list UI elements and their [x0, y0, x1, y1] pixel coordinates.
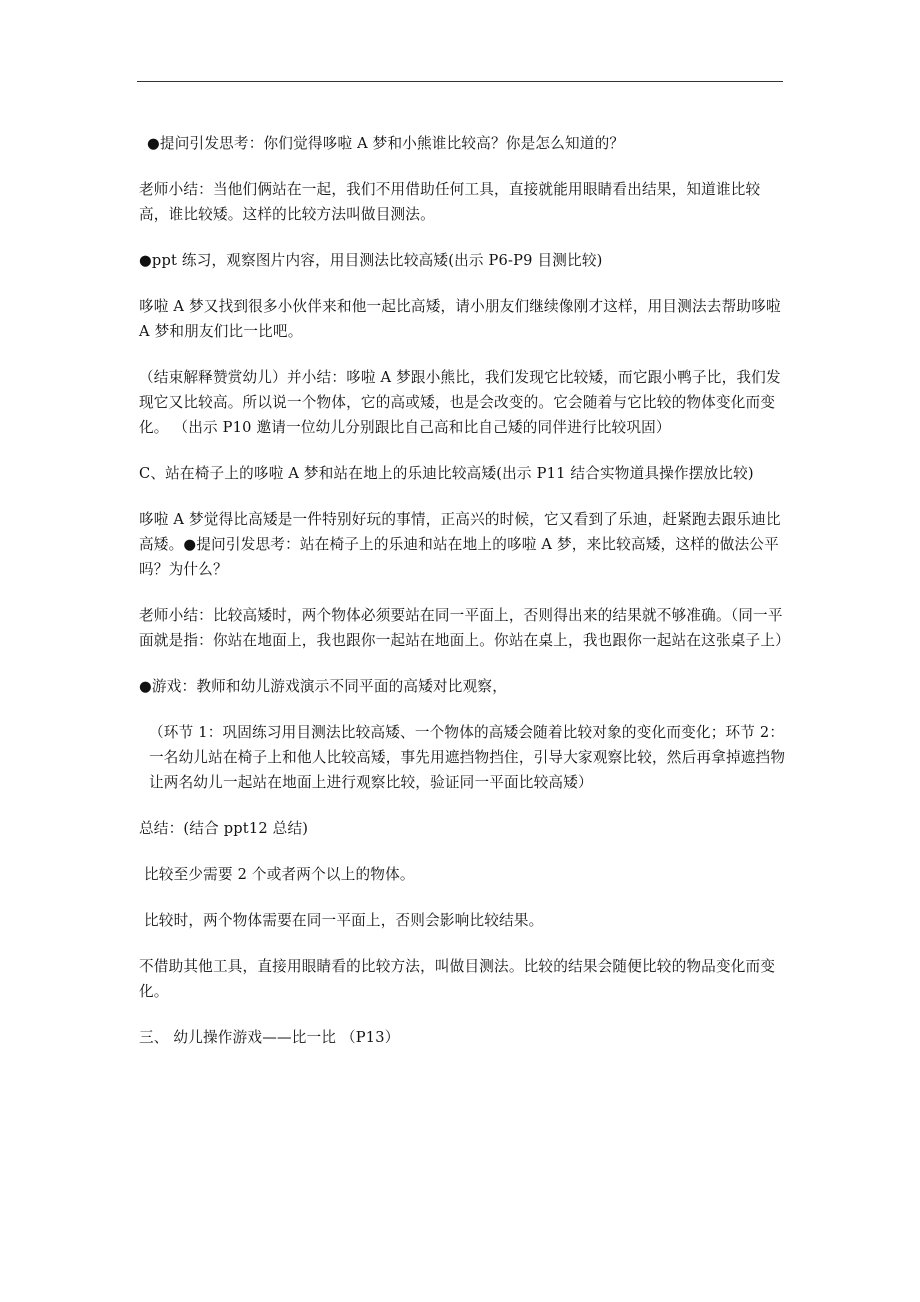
- paragraph-teacher-summary-1: 老师小结：当他们俩站在一起，我们不用借助任何工具，直接就能用眼睛看出结果，知道谁比较高，谁比较矮。这样的比较方法叫做目测法。: [139, 181, 761, 223]
- paragraph-game: ●游戏：教师和幼儿游戏演示不同平面的高矮对比观察，: [139, 678, 507, 695]
- paragraph-question-1: ●提问引发思考：你们觉得哆啦 A 梦和小熊谁比较高？你是怎么知道的？: [147, 135, 625, 152]
- paragraph-doraemon-friends: 哆啦 A 梦又找到很多小伙伴来和他一起比高矮，请小朋友们继续像刚才这样，用目测法去帮助哆啦 A 梦和朋友们比一比吧。: [139, 298, 781, 340]
- document-body: [139, 131, 790, 1071]
- paragraph-conclusion-title: 总结：(结合 ppt12 总结): [139, 820, 309, 837]
- paragraph-conclusion-3: 不借助其他工具，直接用眼睛看的比较方法，叫做目测法。比较的结果会随便比较的物品变化而变化。: [139, 958, 776, 1000]
- header-rule: [137, 81, 783, 82]
- paragraph-section-three: 三、 幼儿操作游戏——比一比 （P13）: [139, 1029, 400, 1046]
- paragraph-conclusion-1: 比较至少需要 2 个或者两个以上的物体。: [144, 866, 415, 883]
- paragraph-doraemon-ledi: 哆啦 A 梦觉得比高矮是一件特别好玩的事情，正高兴的时候，它又看到了乐迪，赶紧跑去跟乐迪比高矮。●提问引发思考：站在椅子上的乐迪和站在地上的哆啦 A 梦，来比较高矮，这样的做法公平吗？为什么？: [139, 511, 781, 578]
- paragraph-ppt-practice: ●ppt 练习，观察图片内容，用目测法比较高矮(出示 P6-P9 目测比较): [139, 252, 603, 269]
- paragraph-conclusion-2: 比较时，两个物体需要在同一平面上，否则会影响比较结果。: [144, 912, 544, 929]
- paragraph-teacher-summary-3: 老师小结：比较高矮时，两个物体必须要站在同一平面上，否则得出来的结果就不够准确。（同一平面就是指：你站在地面上，我也跟你一起站在地面上。你站在桌上，我也跟你一起站在这张桌子上）: [139, 607, 790, 649]
- paragraph-summary-2: （结束解释赞赏幼儿）并小结：哆啦 A 梦跟小熊比，我们发现它比较矮，而它跟小鸭子比，我们发现它又比较高。所以说一个物体，它的高或矮，也是会改变的。它会随着与它比较的物体变化而变化。 （出示 P10 邀请一位幼儿分别跟比自己高和比自己矮的同伴进行比较巩固）: [139, 369, 781, 436]
- paragraph-game-steps: （环节 1：巩固练习用目测法比较高矮、一个物体的高矮会随着比较对象的变化而变化；环节 2：一名幼儿站在椅子上和他人比较高矮，事先用遮挡物挡住，引导大家观察比较，然后再拿掉遮挡物让两名幼儿一起站在地面上进行观察比较，验证同一平面比较高矮）: [149, 724, 786, 791]
- paragraph-section-c: C、站在椅子上的哆啦 A 梦和站在地上的乐迪比较高矮(出示 P11 结合实物道具操作摆放比较): [139, 465, 754, 482]
